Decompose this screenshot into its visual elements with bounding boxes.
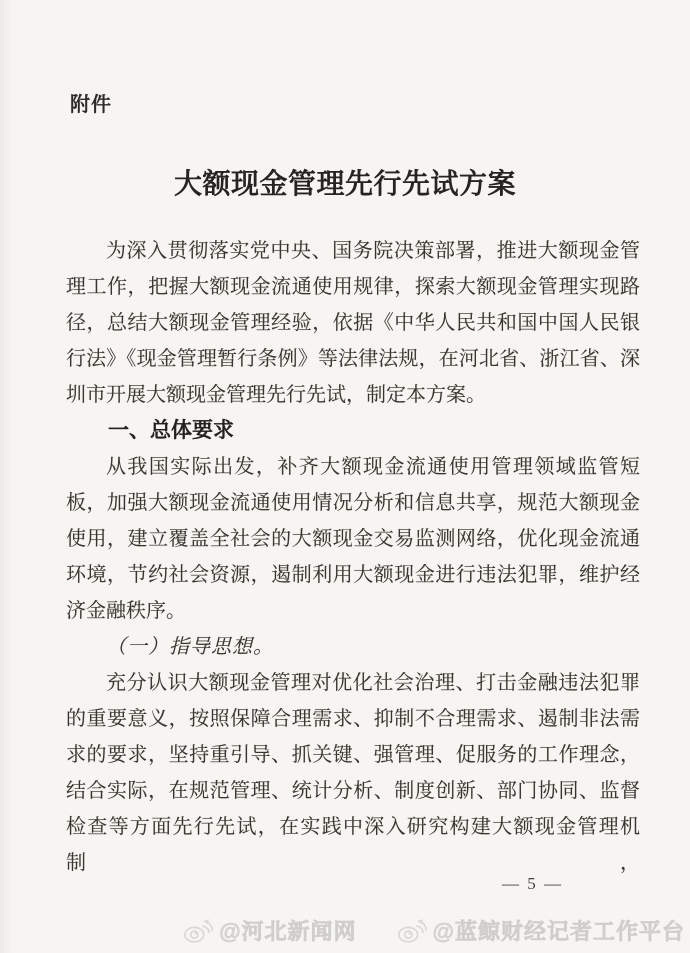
document-line: 充分认识大额现金管理对优化社会治理、打击金融违法犯罪 xyxy=(106,672,640,694)
page-number: — 5 — xyxy=(502,874,563,893)
document-line: 一、总体要求 xyxy=(108,419,234,442)
document-line: （一）指导思想。 xyxy=(106,636,274,658)
document-line: 的重要意义，按照保障合理需求、抑制不合理需求、遏制非法需 xyxy=(66,708,640,730)
document-line: 径，总结大额现金管理经验，依据《中华人民共和国中国人民银 xyxy=(66,312,640,334)
document-line: 从我国实际出发，补齐大额现金流通使用管理领域监管短 xyxy=(106,456,640,478)
document-line: 检查等方面先行先试，在实践中深入研究构建大额现金管理机制， xyxy=(66,816,640,874)
document-line: 理工作，把握大额现金流通使用规律，探索大额现金管理实现路 xyxy=(66,276,640,298)
watermark-text: @河北新闻网 xyxy=(219,919,357,944)
document-line: 为深入贯彻落实党中央、国务院决策部署，推进大额现金管 xyxy=(106,240,640,262)
document-line: 济金融秩序。 xyxy=(66,600,186,622)
watermark xyxy=(397,915,685,946)
document-line: 结合实际，在规范管理、统计分析、制度创新、部门协同、监督 xyxy=(66,780,640,802)
document-line: 圳市开展大额现金管理先行先试，制定本方案。 xyxy=(66,384,486,406)
watermark xyxy=(183,915,356,946)
document-line: 使用，建立覆盖全社会的大额现金交易监测网络，优化现金流通 xyxy=(66,528,640,550)
document-line: 行法》《现金管理暂行条例》等法律法规，在河北省、浙江省、深 xyxy=(66,348,640,370)
document-line: 环境，节约社会资源，遏制利用大额现金进行违法犯罪，维护经 xyxy=(66,564,640,586)
document-line: 板，加强大额现金流通使用情况分析和信息共享，规范大额现金 xyxy=(66,492,640,514)
attachment-label: 附件 xyxy=(70,94,112,116)
page-title: 大额现金管理先行先试方案 xyxy=(173,169,516,200)
watermark-text: @蓝鲸财经记者工作平台 xyxy=(432,919,685,944)
weibo-icon xyxy=(397,917,427,944)
document-line: 求的要求，坚持重引导、抓关键、强管理、促服务的工作理念， xyxy=(66,744,640,766)
watermarks xyxy=(0,915,685,946)
weibo-icon xyxy=(183,917,213,944)
document-body xyxy=(66,233,640,874)
